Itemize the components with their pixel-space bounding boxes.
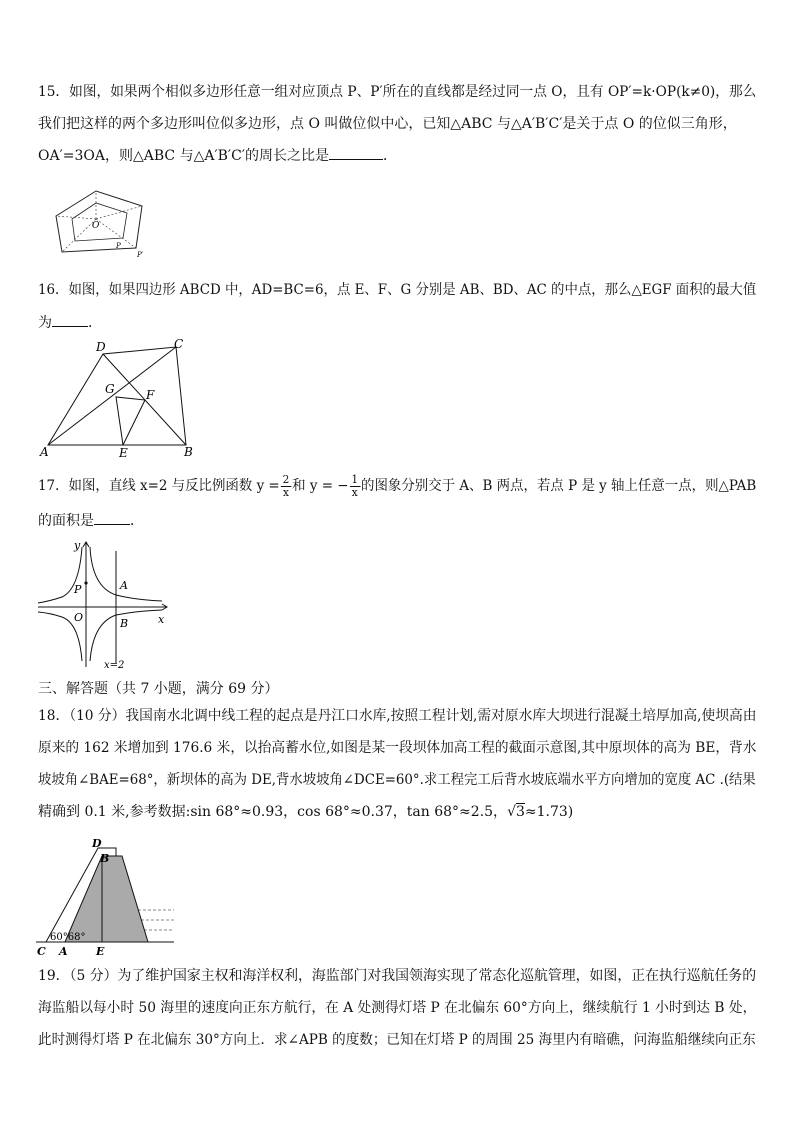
q18-line4 xyxy=(38,802,573,822)
q17-post: 的图象分别交于 A、B 两点，若点 P 是 y 轴上任意一点，则△PAB xyxy=(361,478,757,494)
label-c: C xyxy=(174,337,184,351)
q17-pre: 17．如图，直线 x=2 与反比例函数 y = xyxy=(38,478,280,494)
label-o: O xyxy=(74,611,84,624)
q18-figure xyxy=(34,834,178,958)
q18-line3: 坡坡角∠BAE=68°，新坝体的高为 DE,背水坡坡角∠DCE=60°.求工程完工后背水坡底端水平方向增加的宽度 AC .(结果 xyxy=(38,772,756,788)
label-b: B xyxy=(120,617,129,630)
label-b: B xyxy=(184,445,193,457)
label-p: P xyxy=(74,583,82,596)
label-e: E xyxy=(96,945,105,958)
fraction-2-over-x: $\frac{2}{x}$ xyxy=(282,472,290,499)
q15-figure xyxy=(48,186,150,258)
label-o: O xyxy=(92,221,100,231)
label-d: D xyxy=(92,837,102,850)
section-heading: 三、解答题（共 7 小题，满分 69 分） xyxy=(38,681,279,697)
q16-line1: 16．如图，如果四边形 ABCD 中，AD=BC=6，点 E、F、G 分别是 AB、BD、AC 的中点，那么△EGF 面积的最大值 xyxy=(38,282,757,298)
label-p: P xyxy=(116,242,121,250)
label-p-prime: P′ xyxy=(137,251,144,258)
q15-line1: 15．如图，如果两个相似多边形任意一组对应顶点 P、P′所在的直线都是经过同一点 O，且有 OP′=k·OP(k≠0)，那么 xyxy=(38,84,757,100)
q18-line4-end: ≈1.73) xyxy=(524,804,574,820)
q17-line2-end: ． xyxy=(130,513,144,529)
label-d: D xyxy=(96,340,106,354)
q18-line2: 原来的 162 米增加到 176.6 米，以抬高蓄水位,如图是某一段坝体加高工程的截面示意图,其中原坝体的高为 BE，背水 xyxy=(38,740,757,756)
q15-line2: 我们把这样的两个多边形叫位似多边形，点 O 叫做位似中心，已知△ABC 与△A′B′C′是关于点 O 的位似三角形， xyxy=(38,116,737,132)
q18-line1: 18．（10 分）我国南水北调中线工程的起点是丹江口水库,按照工程计划,需对原水库大坝进行混凝土培厚加高,使坝高由 xyxy=(38,708,757,724)
q17-line1 xyxy=(38,470,756,502)
q19-line1: 19．（5 分）为了维护国家主权和海洋权利，海监部门对我国领海实现了常态化巡航管理，如图，正在执行巡航任务的 xyxy=(38,968,757,984)
q15-line3-text: OA′=3OA，则△ABC 与△A′B′C′的周长之比是 xyxy=(38,148,329,164)
answer-blank xyxy=(52,312,88,327)
q16-line2 xyxy=(38,312,102,333)
label-a: A xyxy=(40,445,49,457)
axis-x-label: x xyxy=(158,613,165,626)
q15-line3 xyxy=(38,145,397,166)
fraction-1-over-x: $\frac{1}{x}$ xyxy=(351,472,359,499)
q15-line3-end: ． xyxy=(383,148,397,164)
answer-blank xyxy=(94,510,130,525)
q19-line2: 海监船以每小时 50 海里的速度向正东方航行，在 A 处测得灯塔 P 在北偏东 60°方向上，继续航行 1 小时到达 B 处， xyxy=(38,1000,757,1016)
q17-figure xyxy=(36,537,172,671)
label-a: A xyxy=(59,945,68,958)
axis-y-label: y xyxy=(74,539,81,552)
q17-line2 xyxy=(38,510,144,531)
q18-line4-text: 精确到 0.1 米,参考数据:sin 68°≈0.93，cos 68°≈0.37，tan 68°≈2.5， xyxy=(38,804,508,820)
q16-line2-end: ． xyxy=(88,315,102,331)
label-g: G xyxy=(105,382,115,396)
answer-blank xyxy=(329,145,383,160)
label-x-equals-2: x=2 xyxy=(104,660,125,671)
label-a: A xyxy=(120,579,128,592)
angle-labels: 60°68° xyxy=(50,932,86,943)
q16-line2-text: 为 xyxy=(38,315,52,331)
label-e: E xyxy=(119,446,128,457)
sqrt-symbol: √ xyxy=(507,804,516,820)
q16-figure xyxy=(36,335,206,457)
label-b: B xyxy=(100,852,110,865)
sqrt-radicand: 3 xyxy=(515,804,525,820)
label-c: C xyxy=(37,945,46,958)
label-f: F xyxy=(146,388,155,402)
q17-mid: 和 y = − xyxy=(292,478,349,494)
q19-line3: 此时测得灯塔 P 在北偏东 30°方向上．求∠APB 的度数；已知在灯塔 P 的周围 25 海里内有暗礁，问海监船继续向正东 xyxy=(38,1032,756,1048)
q17-line2-text: 的面积是 xyxy=(38,513,94,529)
